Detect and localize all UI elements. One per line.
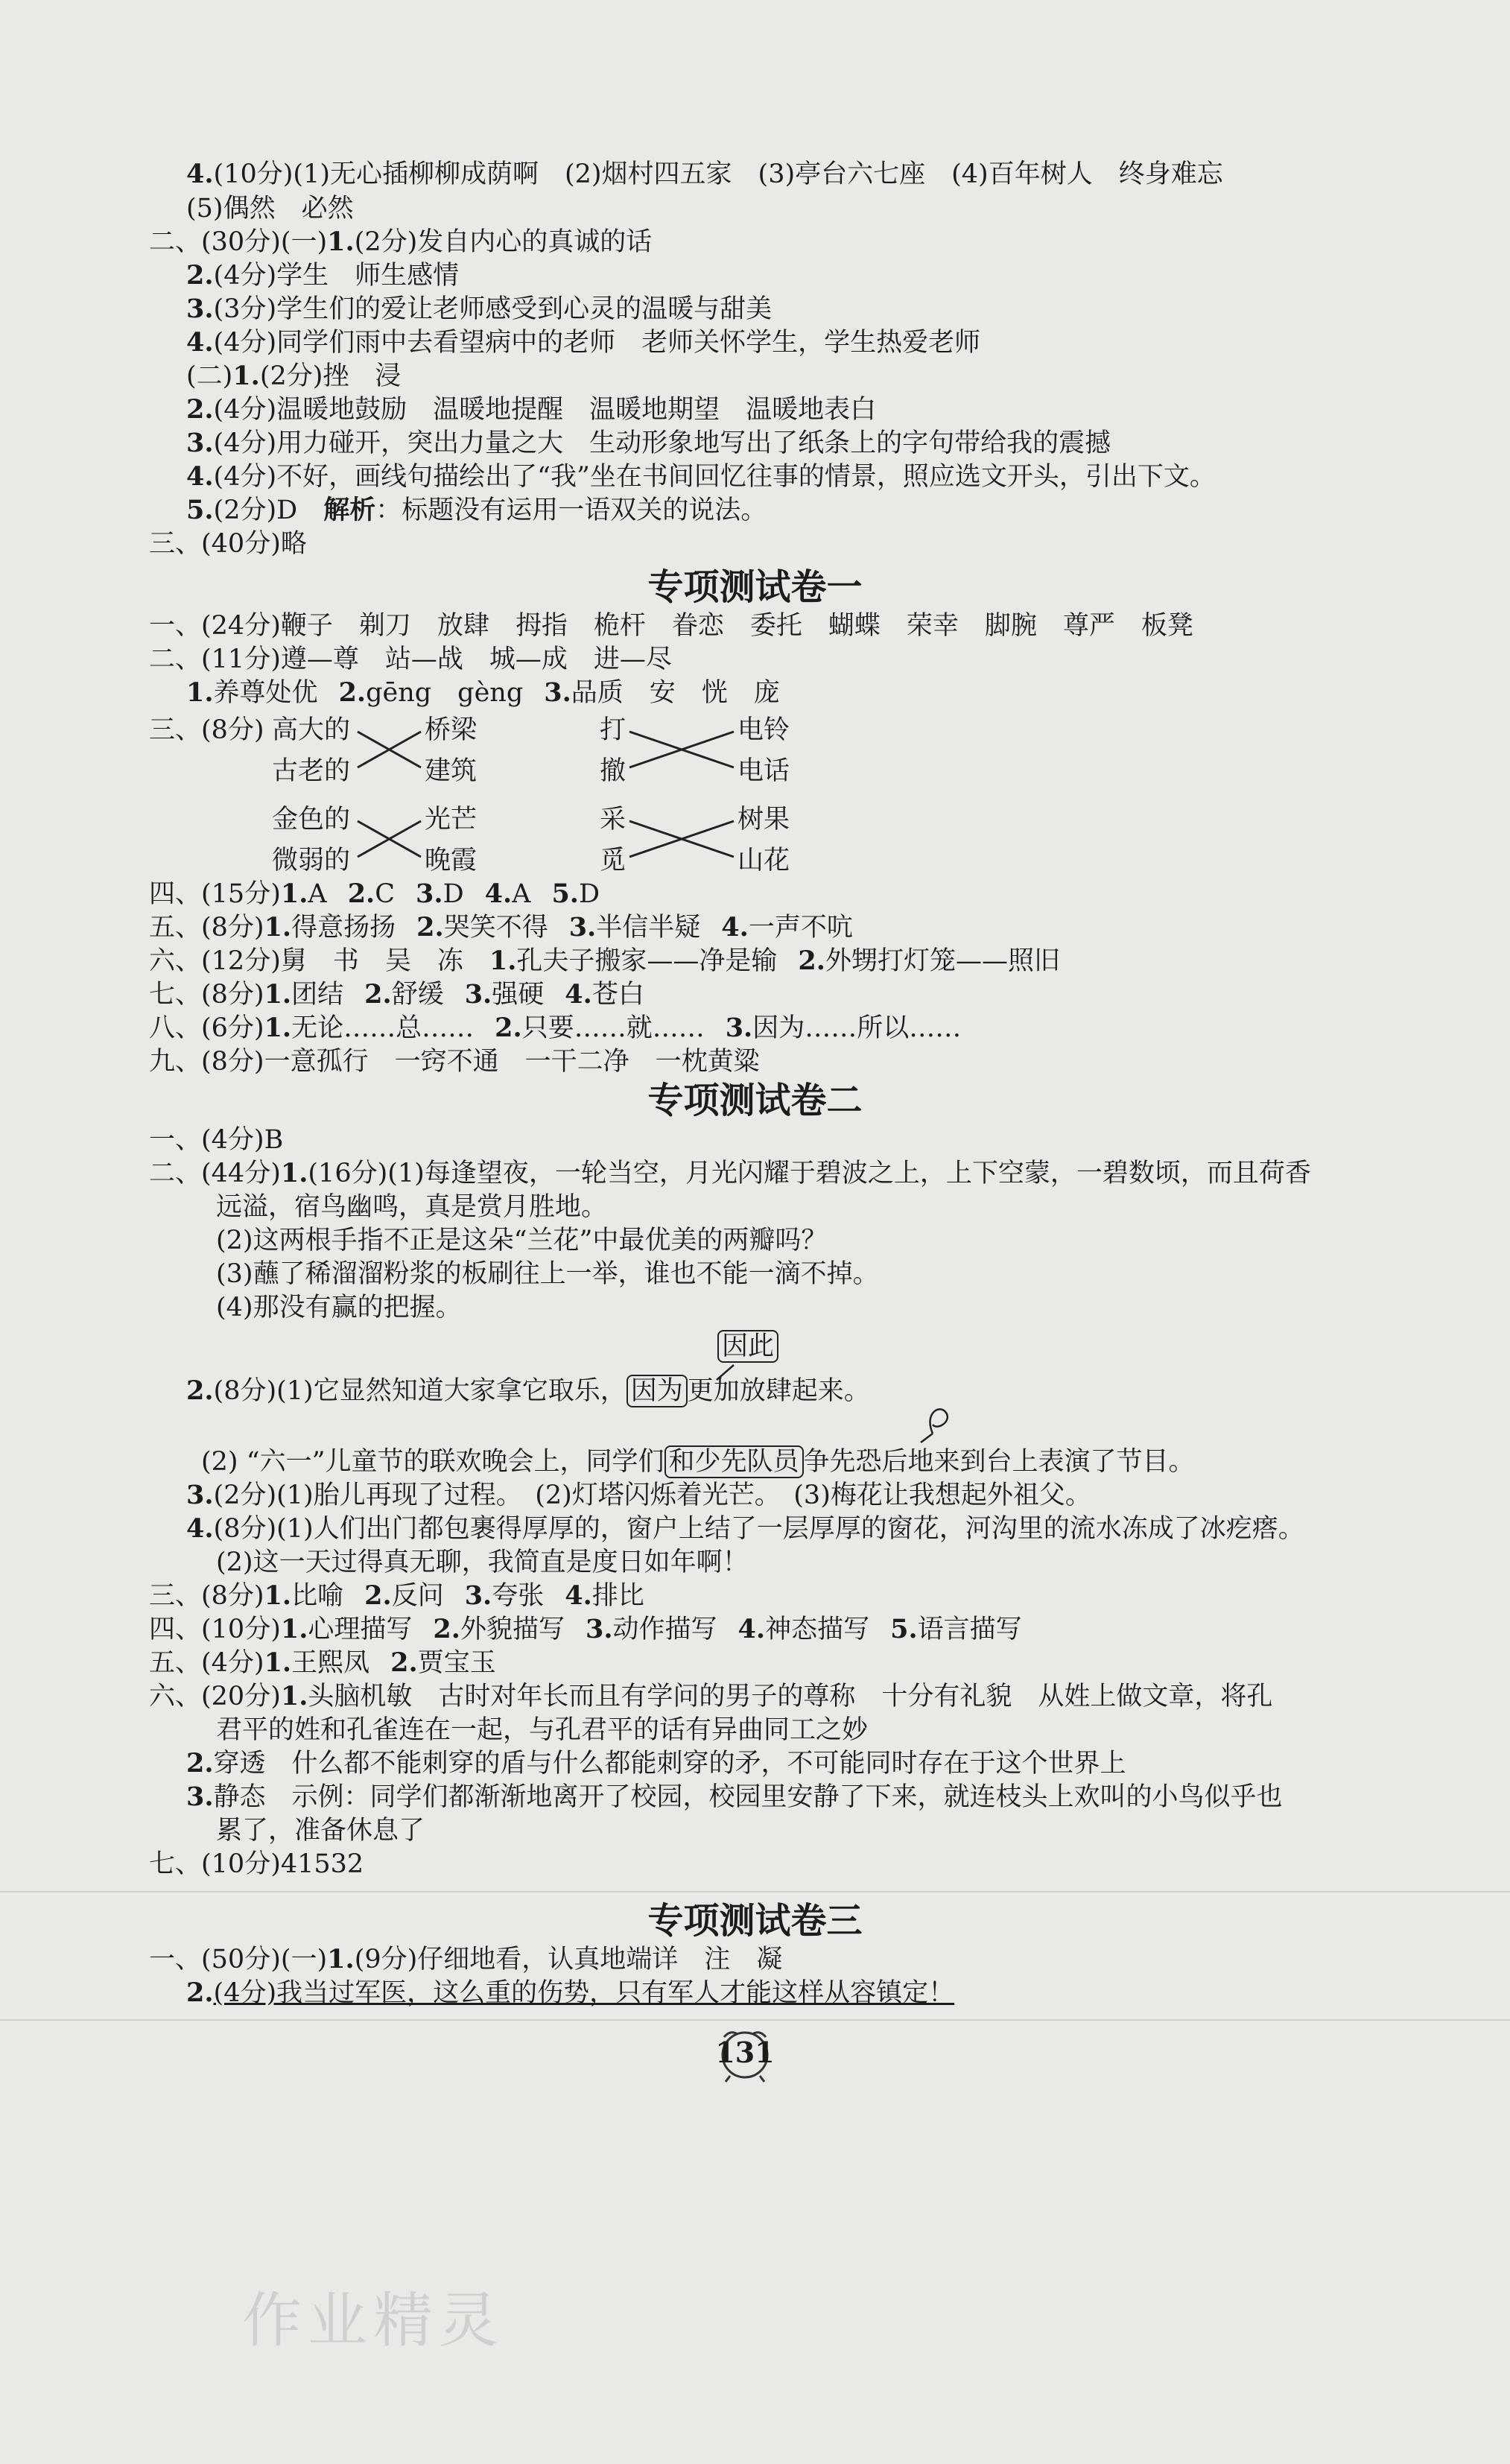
match-mid-3: 光芒: [425, 805, 478, 834]
s2-p2: 2.(4分)温暖地鼓励 温暖地提醒 温暖地期望 温暖地表白: [186, 394, 877, 425]
fold-line-2: [0, 2019, 1510, 2021]
t1-r4-label: 三、(8分): [149, 715, 264, 745]
s2-q1: 二、(30分)(一)1.(2分)发自内心的真诚的话: [149, 227, 653, 257]
t2-r6f: 累了，准备休息了: [216, 1816, 425, 1846]
match-verb-3: 采: [600, 805, 626, 834]
s2-q3: 3.(3分)学生们的爱让老师感受到心灵的温暖与甜美: [186, 294, 773, 324]
match-right-1: 电铃: [737, 715, 790, 745]
t2-r3: 三、(8分)1.比喻 2.反问 3.夸张 4.排比: [149, 1580, 644, 1611]
test3-title: 专项测试卷三: [647, 1900, 863, 1942]
match-mid-2: 建筑: [425, 756, 478, 786]
t1-r3: 1.养尊处优 2.gēng gèng 3.品质 安 恍 庞: [186, 677, 780, 708]
t2-r2f: (4)那没有赢的把握。: [216, 1293, 462, 1323]
s2-p3: 3.(4分)用力碰开，突出力量之大 生动形象地写出了纸条上的字句带给我的震撼: [186, 428, 1111, 458]
t2-r2: 二、(44分)1.(16分)(1)每逢望夜，一轮当空，月光闪耀于碧波之上，上下空蒙，一碧数顷，而且荷香: [149, 1158, 1311, 1188]
match-left-3: 金色的: [272, 805, 351, 834]
t2-r5: 五、(4分)1.王熙凤 2.贾宝玉: [149, 1647, 496, 1678]
t1-r7: 六、(12分)舅 书 吴 冻 1.孔夫子搬家——净是输 2.外甥打灯笼——照旧: [149, 946, 1060, 976]
match-verb-2: 撤: [600, 756, 626, 786]
t1-r2: 二、(11分)遵—尊 站—战 城—成 进—尽: [149, 644, 672, 674]
match-verb-4: 觅: [600, 846, 626, 875]
s2-p1: (二)1.(2分)挫 浸: [186, 361, 402, 391]
line-top-1: 4.(10分)(1)无心插柳柳成荫啊 (2)烟村四五家 (3)亭台六七座 (4)百年树人 终身难忘: [186, 159, 1223, 189]
t1-r9: 八、(6分)1.无论……总…… 2.只要……就…… 3.因为……所以……: [149, 1013, 962, 1043]
match-verb-1: 打: [600, 715, 626, 745]
t1-r8: 七、(8分)1.团结 2.舒缓 3.强硬 4.苍白: [149, 979, 644, 1010]
test2-title: 专项测试卷二: [647, 1080, 863, 1121]
t3-r2: 2.(4分)我当过军医，这么重的伤势，只有军人才能这样从容镇定！: [186, 1977, 955, 2008]
match-mid-1: 桥梁: [425, 715, 478, 745]
t2-r7: 七、(10分)41532: [149, 1849, 364, 1879]
t2-r4: 四、(10分)1.心理描写 2.外貌描写 3.动作描写 4.神态描写 5.语言描写: [149, 1614, 1022, 1644]
t2-r6e: 3.静态 示例：同学们都渐渐地离开了校园，校园里安静了下来，就连枝头上欢叫的小鸟似乎也: [186, 1782, 1283, 1812]
match-right-4: 山花: [737, 846, 790, 875]
match-left-1: 高大的: [272, 715, 351, 745]
t1-r10: 九、(8分)一意孤行 一窍不通 一干二净 一枕黄粱: [149, 1047, 760, 1077]
s2-q2: 2.(4分)学生 师生感情: [186, 260, 460, 291]
t1-r5: 四、(15分)1.A 2.C 3.D 4.A 5.D: [149, 878, 600, 909]
t2-r2e: (3)蘸了稀溜溜粉浆的板刷往上一举，谁也不能一滴不掉。: [216, 1259, 879, 1289]
t2-q4b: (2)这一天过得真无聊，我简直是度日如年啊！: [216, 1548, 749, 1577]
s2-p5: 5.(2分)D 解析：标题没有运用一语双关的说法。: [186, 495, 767, 525]
match-left-2: 古老的: [272, 756, 351, 786]
t3-r1: 一、(50分)(一)1.(9分)仔细地看，认真地端详 注 凝: [149, 1944, 783, 1974]
watermark: 作业精灵: [242, 2286, 504, 2355]
test1-title: 专项测试卷一: [647, 566, 863, 608]
t1-r1: 一、(24分)鞭子 剃刀 放肆 拇指 桅杆 眷恋 委托 蝴蝶 荣幸 脚腕 尊严 板凳: [149, 611, 1193, 641]
t2-r6: 六、(20分)1.头脑机敏 古时对年长而且有学问的男子的尊称 十分有礼貌 从姓上做文章，将孔: [149, 1681, 1273, 1711]
edit-mark-insert: 因此: [717, 1330, 778, 1363]
match-right-2: 电话: [737, 756, 790, 786]
t2-r1: 一、(4分)B: [149, 1125, 284, 1155]
t2-r2d: (2)这两根手指不正是这朵“兰花”中最优美的两瓣吗？: [216, 1226, 828, 1255]
line-top-2: (5)偶然 必然: [186, 194, 354, 224]
page-number-text: 131: [715, 2036, 775, 2069]
t1-r6: 五、(8分)1.得意扬扬 2.哭笑不得 3.半信半疑 4.一声不吭: [149, 912, 853, 943]
t2-r6d: 2.穿透 什么都不能刺穿的盾与什么都能刺穿的矛，不可能同时存在于这个世界上: [186, 1748, 1126, 1779]
s2-q4: 4.(4分)同学们雨中去看望病中的老师 老师关怀学生，学生热爱老师: [186, 327, 981, 358]
t2-r2c: 远溢，宿鸟幽鸣，真是赏月胜地。: [216, 1192, 608, 1222]
t2-q2-2: (2) “六一”儿童节的联欢晚会上，同学们 和少先队员 争先恐后地来到台上表演了节目。: [201, 1447, 1195, 1477]
s2-p4: 4.(4分)不好，画线句描绘出了“我”坐在书间回忆往事的情景，照应选文开头，引出下文。: [186, 461, 1216, 492]
t2-q4: 4.(8分)(1)人们出门都包裹得厚厚的，窗户上结了一层厚厚的窗花，河沟里的流水冻成了冰疙瘩。: [186, 1513, 1304, 1544]
fold-line-1: [0, 1891, 1510, 1893]
match-mid-4: 晚霞: [425, 846, 478, 875]
match-right-3: 树果: [737, 805, 790, 834]
match-left-4: 微弱的: [272, 846, 351, 875]
page-number: [708, 2027, 782, 2083]
t2-r6c: 君平的姓和孔雀连在一起，与孔君平的话有异曲同工之妙: [216, 1715, 869, 1745]
t2-q3: 3.(2分)(1)胎儿再现了过程。 (2)灯塔闪烁着光芒。 (3)梅花让我想起外祖父。: [186, 1480, 1091, 1510]
s3-line: 三、(40分)略: [149, 529, 307, 559]
t2-q2-1: 2.(8分)(1)它显然知道大家拿它取乐， 因为 更加放肆起来。: [186, 1375, 870, 1406]
